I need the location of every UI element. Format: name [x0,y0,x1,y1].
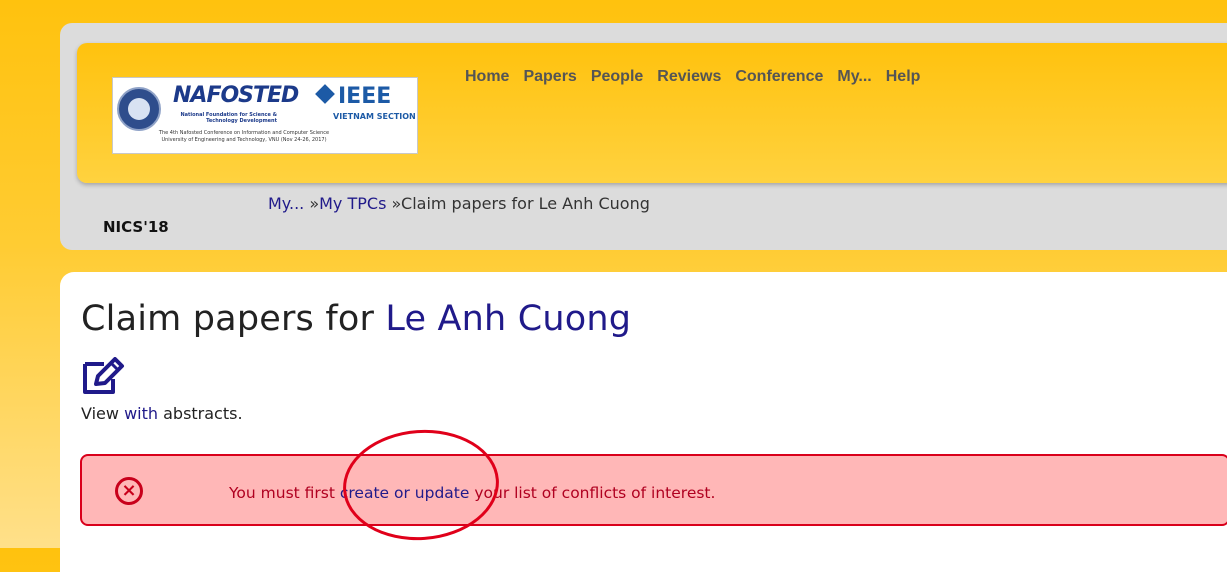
x-circle-icon: × [115,477,143,505]
alert-text-before: You must first [229,484,340,502]
logo-caption [113,130,375,144]
ieee-logo [318,84,391,109]
breadcrumb-separator: » [304,194,320,213]
conference-name[interactable]: NICS'18 [103,218,169,236]
main-nav [465,67,934,87]
nav-help[interactable]: Help [885,68,921,85]
page-title-prefix: Claim papers for [81,299,386,339]
nafosted-logo-text: NAFOSTED [173,83,299,108]
nav-reviews[interactable]: Reviews [657,68,722,85]
alert-text-after: your list of conflicts of interest. [469,484,716,502]
create-or-update-link[interactable]: create or update [339,484,470,502]
edit-icon[interactable] [82,357,126,395]
seal-icon [117,87,161,131]
breadcrumb-my-tpcs[interactable]: My TPCs [319,194,387,213]
page-title-user-name: Le Anh Cuong [385,299,632,339]
ieee-diamond-icon [315,84,335,104]
nav-people[interactable]: People [590,68,644,85]
nav-conference[interactable]: Conference [735,68,824,85]
view-prefix: View [81,404,125,423]
breadcrumb-separator: » [386,194,402,213]
logo-caption-line2: University of Engineering and Technology, VNU (Nov 24-26, 2017) [161,137,327,143]
nav-my[interactable]: My... [837,68,872,85]
nav-papers[interactable]: Papers [523,68,577,85]
nafosted-subtitle: National Foundation for Science & Technology Development [180,112,277,124]
logo-caption-line1: The 4th Nafosted Conference on Information and Computer Science [158,130,330,136]
page-title [81,299,631,339]
view-suffix: abstracts. [158,404,243,423]
breadcrumb-current: Claim papers for Le Anh Cuong [401,194,650,213]
ieee-logo-text: IEEE [338,84,392,109]
ieee-subtitle: VIETNAM SECTION [333,112,416,121]
view-abstracts-line [81,404,243,423]
breadcrumb [268,194,650,213]
view-with-abstracts-link[interactable]: with [124,404,159,423]
breadcrumb-my[interactable]: My... [268,194,305,213]
nav-home[interactable]: Home [465,68,510,85]
conference-logo[interactable] [112,77,418,154]
